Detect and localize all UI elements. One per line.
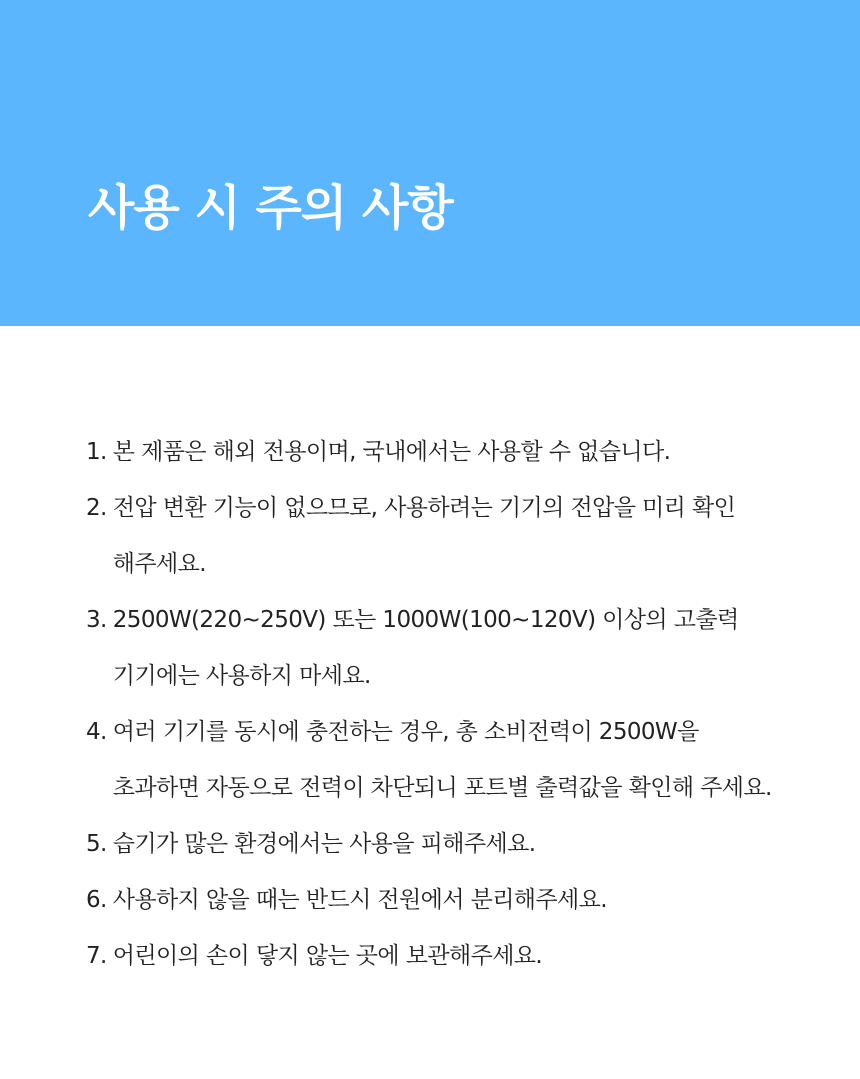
- notice-text: 본 제품은 해외 전용이며, 국내에서는 사용할 수 없습니다.: [112, 439, 671, 465]
- notice-number: 4.: [86, 719, 107, 745]
- notice-number: 5.: [86, 831, 107, 857]
- notice-text: 어린이의 손이 닿지 않는 곳에 보관해주세요.: [112, 943, 543, 969]
- notice-number: 6.: [86, 887, 107, 913]
- notice-item-6: [86, 872, 826, 928]
- notice-list: [86, 424, 826, 984]
- page-title: 사용 시 주의 사항: [88, 180, 453, 236]
- notice-item-5: [86, 816, 826, 872]
- notice-item-7: [86, 928, 826, 984]
- notice-number: 3.: [86, 607, 107, 633]
- header-banner: [0, 0, 860, 326]
- notice-number: 2.: [86, 495, 107, 521]
- notice-item-3: [86, 592, 826, 704]
- notice-item-4: [86, 704, 826, 816]
- notice-number: 7.: [86, 943, 107, 969]
- notice-number: 1.: [86, 439, 107, 465]
- notice-item-2: [86, 480, 826, 592]
- notice-text: 2500W(220~250V) 또는 1000W(100~120V) 이상의 고출력 기기에는 사용하지 마세요.: [112, 607, 739, 689]
- notice-text: 전압 변환 기능이 없으므로, 사용하려는 기기의 전압을 미리 확인 해주세요.: [112, 495, 736, 577]
- notice-text: 습기가 많은 환경에서는 사용을 피해주세요.: [112, 831, 536, 857]
- notice-text: 사용하지 않을 때는 반드시 전원에서 분리해주세요.: [112, 887, 607, 913]
- notice-item-1: [86, 424, 826, 480]
- notice-text: 여러 기기를 동시에 충전하는 경우, 총 소비전력이 2500W을 초과하면 자동으로 전력이 차단되니 포트별 출력값을 확인해 주세요.: [112, 719, 772, 801]
